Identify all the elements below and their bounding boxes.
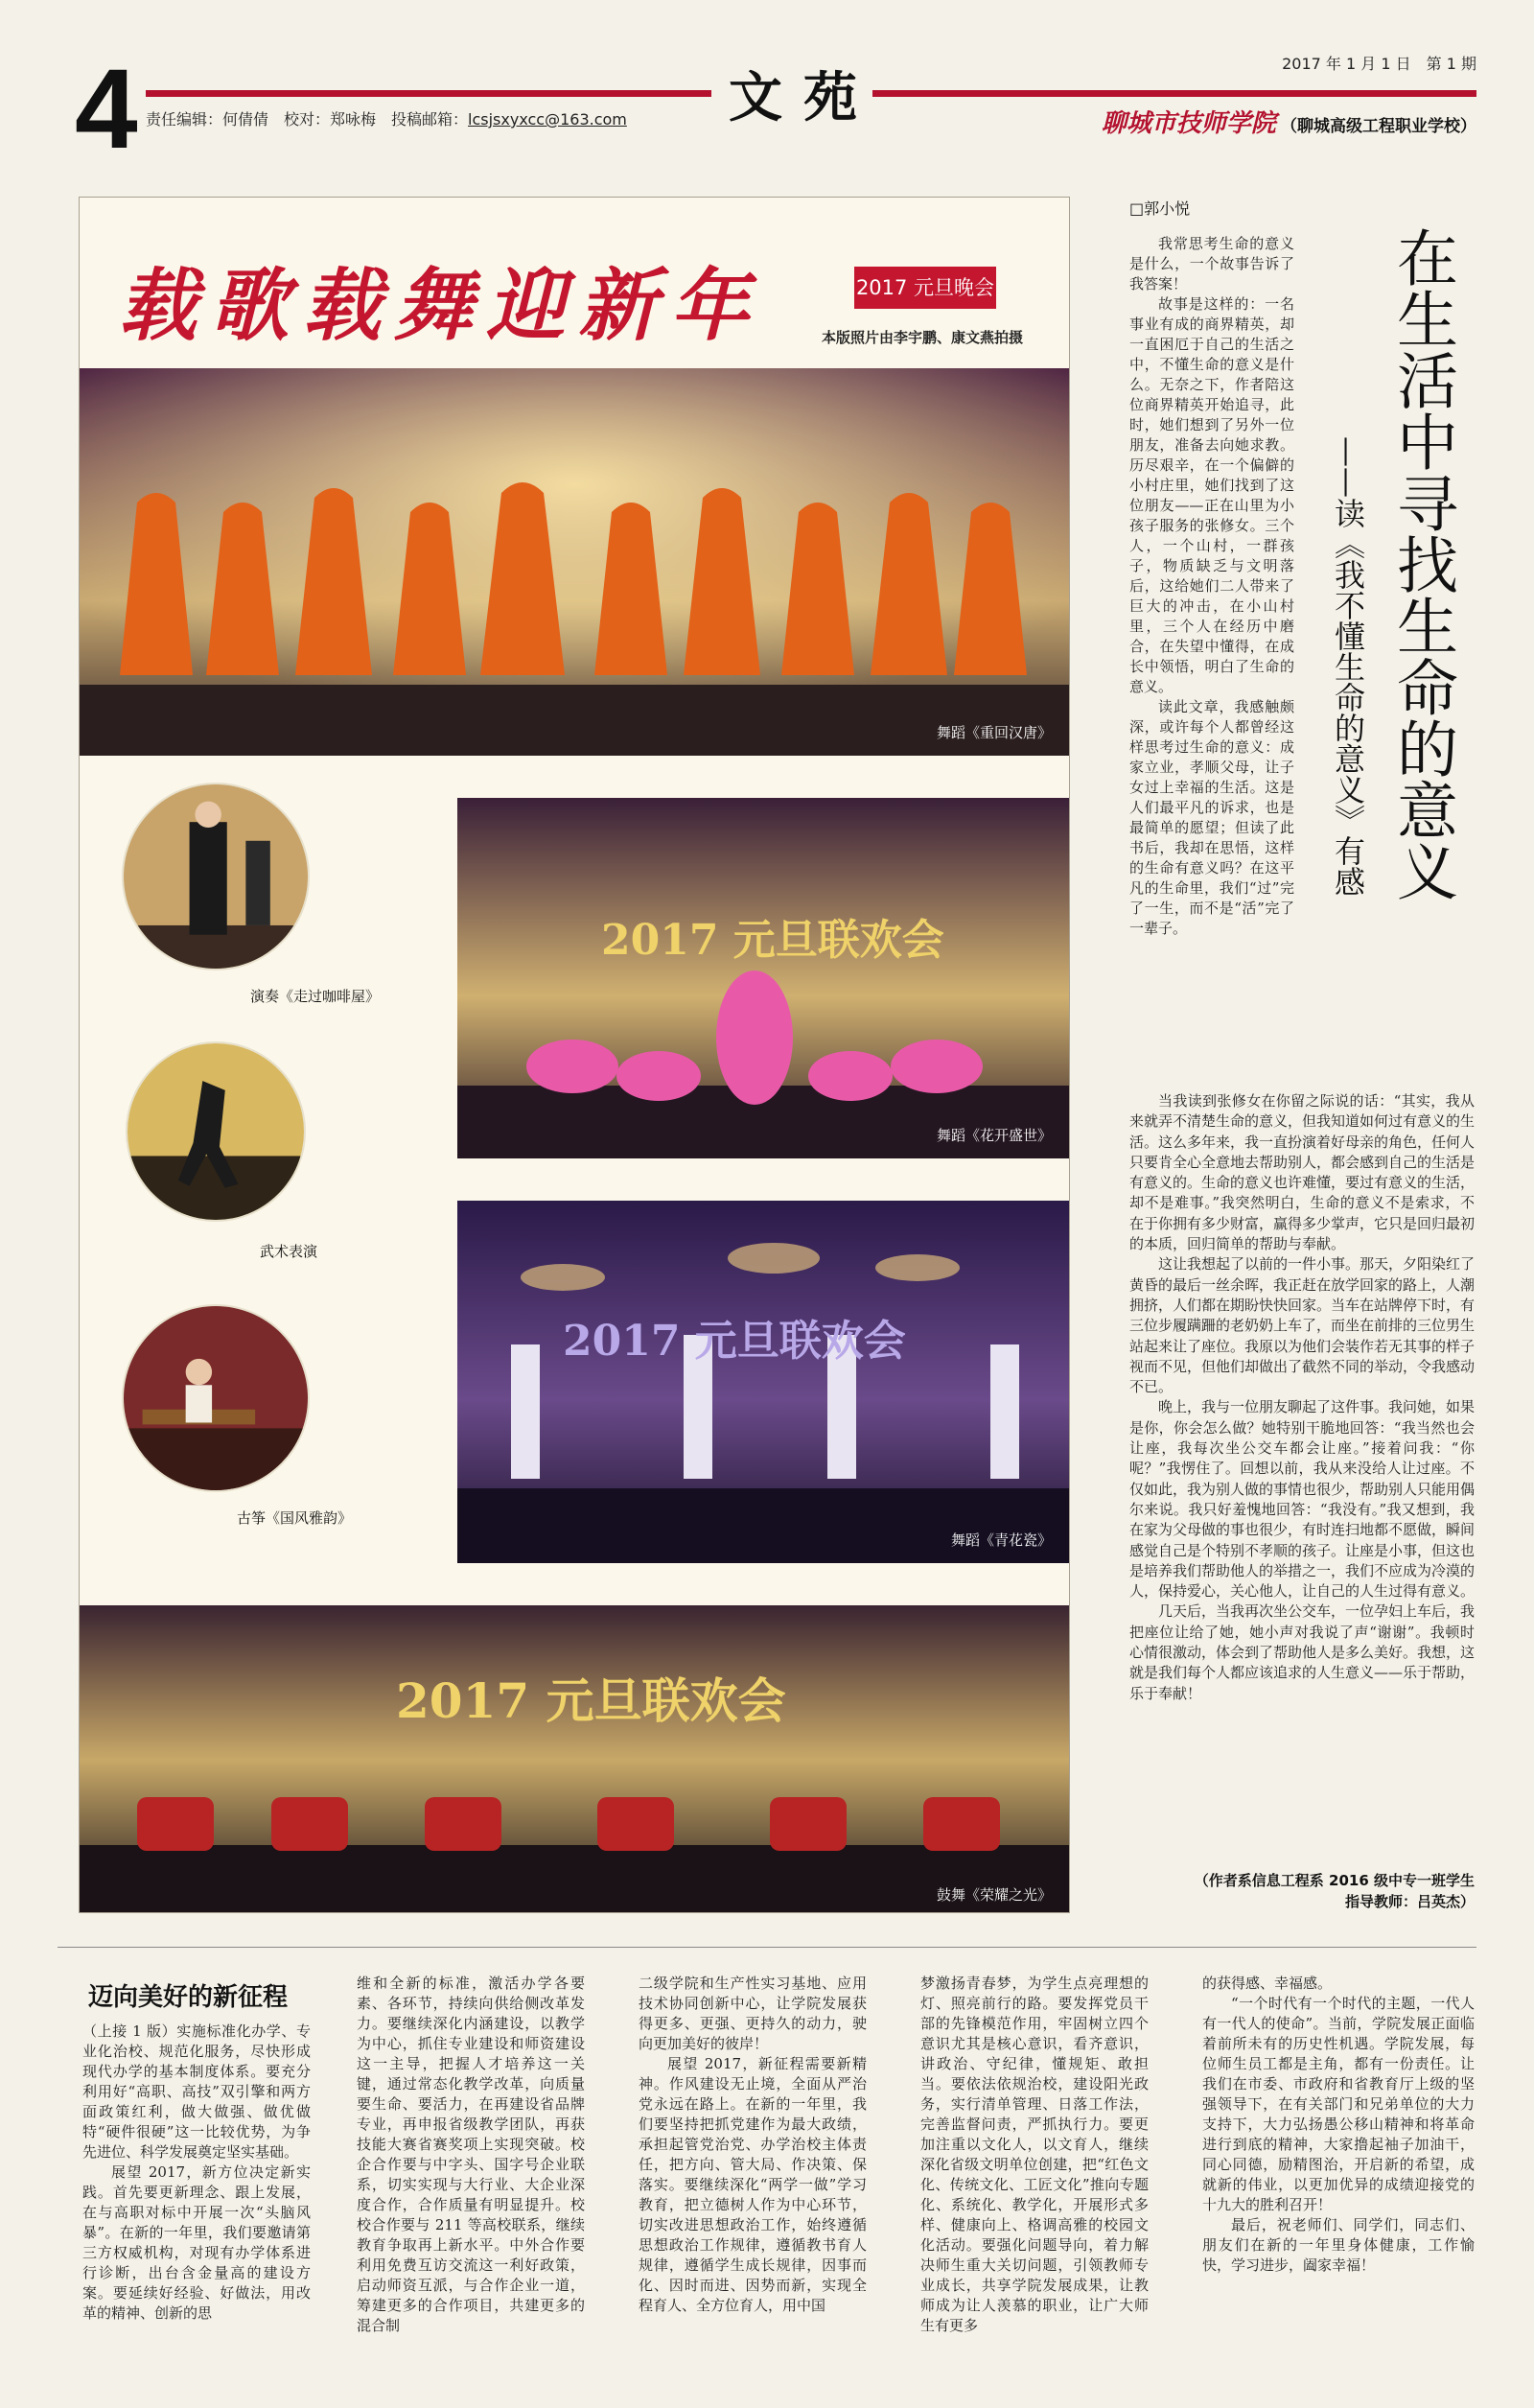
article-column-5 bbox=[1202, 1974, 1475, 2276]
essay-narrow-column bbox=[1129, 234, 1294, 939]
essay-author-note bbox=[1195, 1870, 1475, 1912]
article-paragraph: 梦激扬青春梦，为学生点亮理想的灯、照亮前行的路。要发挥党员干部的先锋模范作用，牢固树立四个意识尤其是核心意识，看齐意识，讲政治、守纪律，懂规矩、敢担当。要依法依规治校，建设阳光政务，实行清单管理、日落工作法，完善监督问责，严抓执行力。要更加注重以文化人，以文育人，继续深化省级文明单位创建，把“红色文化、传统文化、工匠文化”推向专题化、系统化、教学化，开展形式多样、健康向上、格调高雅的校园文化活动。要强化问题导向，着力解决师生重大关切问题，引领教师专业成长，共享学院发展成果，让教师成为让人羡慕的职业，让广大师生有更多 bbox=[920, 1975, 1149, 2334]
caption-han-tang: 舞蹈《重回汉唐》 bbox=[936, 724, 1052, 741]
masthead bbox=[58, 46, 1476, 173]
author-line: （作者系信息工程系 2016 级中专一班学生 bbox=[1194, 1872, 1475, 1889]
article-paragraph: 的获得感、幸福感。 bbox=[1202, 1975, 1333, 1992]
essay-subtitle: ——读《我不懂生命的意义》有感 bbox=[1330, 436, 1366, 897]
school-name: 聊城市技师学院 bbox=[1101, 109, 1276, 138]
page-number: 4 bbox=[75, 46, 138, 173]
stage-banner-text-3: 2017 元旦联欢会 bbox=[563, 1317, 906, 1366]
essay-byline: □郭小悦 bbox=[1129, 199, 1191, 218]
essay-wide-column bbox=[1129, 1091, 1475, 1704]
article-paragraph: 最后，祝老师们、同学们，同志们、朋友们在新的一年里身体健康，工作愉快，学习进步，阖家幸福！ bbox=[1202, 2216, 1475, 2274]
article-paragraph: 二级学院和生产性实习基地、应用技术协同创新中心，让学院发展获得更多、更强、更持久的动力，驶向更加美好的彼岸！ bbox=[639, 1975, 867, 2052]
article-paragraph: 维和全新的标准，激活办学各要素、各环节，持续向供给侧改革发力。要继续深化内涵建设，以教学为中心，抓住专业建设和师资建设这一主导，把握人才培养这一关键，通过常态化教学改革，向质量要生命、要活力，在再建设省品牌专业，再申报省级教学团队，再获技能大赛省赛奖项上实现突破。校企合作要与中字头、国字号企业联系，切实实现与大行业、大企业深度合作，合作质量有明显提升。校校合作要与 211 等高校联系，继续教育争取再上新水平。中外合作要利用免费互访交流这一利好政策，启动师资互派，与合作企业一道，筹建更多的合作项目，共建更多的混合制 bbox=[357, 1975, 585, 2334]
essay-paragraph: 当我读到张修女在你留之际说的话：“其实，我从来就弄不清楚生命的意义，但我知道如何过有意义的生活。这么多年来，我一直扮演着好母亲的角色，任何人只要肯全心全意地去帮助别人，都会感到自己的生活是有意义的。生命的意义也许难懂，要过有意义的生活，却不是难事。”我突然明白，生命的意义不是索求，不在于你拥有多少财富，赢得多少掌声，它只是回归最初的本质，回归简单的帮助与奉献。 bbox=[1129, 1092, 1476, 1253]
submission-email-link[interactable]: lcsjsxyxcc@163.com bbox=[468, 110, 627, 129]
caption-saxophone: 演奏《走过咖啡屋》 bbox=[250, 988, 381, 1005]
issue-date: 2017 年 1 月 1 日 第 1 期 bbox=[1282, 55, 1476, 73]
caption-flower-dance: 舞蹈《花开盛世》 bbox=[936, 1127, 1052, 1144]
article-column-4 bbox=[920, 1974, 1149, 2336]
stage-scene-4 bbox=[80, 1605, 1070, 1913]
article-paragraph: （上接 1 版）实施标准化办学、专业化治校、规范化服务，尽快形成现代办学的基本制度体系。要充分利用好“高职、高技”双引擎和两方面政策红利，做大做强、做优做特“硬件很硬”这一比较优势，为争先进位、科学发展奠定坚实基础。 bbox=[82, 2022, 311, 2161]
photo-flower-dance bbox=[457, 798, 1070, 1158]
photo-panel bbox=[79, 197, 1070, 1913]
photo-credit: 本版照片由李宇鹏、康文燕拍摄 bbox=[822, 329, 1024, 346]
stage-banner-text-2: 2017 元旦联欢会 bbox=[601, 916, 944, 965]
stage-scene-c2 bbox=[128, 1043, 304, 1220]
masthead-rule-right bbox=[872, 90, 1476, 97]
masthead-rule-left bbox=[146, 90, 711, 97]
stage-banner-text-4: 2017 元旦联欢会 bbox=[396, 1672, 786, 1729]
article-column-2 bbox=[357, 1974, 585, 2336]
stage-scene-1 bbox=[80, 368, 1070, 756]
caption-porcelain-dance: 舞蹈《青花瓷》 bbox=[950, 1531, 1052, 1549]
stage-scene-c1 bbox=[124, 784, 308, 969]
article-paragraph: 展望 2017，新方位决定新实践。首先要更新理念、跟上发展，在与高职对标中开展一次“头脑风暴”。在新的一年里，我们要邀请第三方权威机构，对现有办学体系进行诊断，出台含金量高的建设方案。要延续好经验、好做法，用改革的精神、创新的思 bbox=[82, 2163, 311, 2322]
article-paragraph: 展望 2017，新征程需要新精神。作风建设无止境，全面从严治党永远在路上。在新的一年里，我们要坚持把抓党建作为最大政绩，承担起管党治党、办学治校主体责任，把方向、管大局、作决策、保落实。要继续深化“两学一做”学习教育，把立德树人作为中心环节，切实改进思想政治工作，始终遵循思想政治工作规律，遵循教书育人规律，遵循学生成长规律，因事而化、因时而进、因势而新，实现全程育人、全方位育人，用中国 bbox=[639, 2055, 867, 2314]
article-column-1 bbox=[82, 2022, 311, 2367]
essay-paragraph: 读此文章，我感触颇深，或许每个人都曾经这样思考过生命的意义：成家立业，孝顺父母，让子女过上幸福的生活。这是人们最平凡的诉求，也是最简单的愿望；但读了此书后，我却在思悟，这样的生命有意义吗？在这平凡的生命里，我们“过”完了一生，而不是“活”完了一辈子。 bbox=[1129, 698, 1294, 937]
essay-paragraph: 晚上，我与一位朋友聊起了这件事。我问她，如果是你，你会怎么做？她特别干脆地回答：“我当然也会让座，我每次坐公交车都会让座。”接着问我：“你呢？”我愣住了。回想以前，我从来没给人让过座。不仅如此，我为别人做的事情也很少，帮助别人只能用偶尔来说。我只好羞愧地回答：“我没有。”我又想到，我在家为父母做的事也很少，有时连扫地都不愿做，瞬间感觉自己是个特别不孝顺的孩子。让座是小事，但这也是培养我们帮助他人的举措之一，我们不应成为冷漠的人，保持爱心，关心他人，让自己的人生过得有意义。 bbox=[1129, 1398, 1476, 1601]
article-paragraph: “一个时代有一个时代的主题，一代人有一代人的使命”。当前，学院发展正面临着前所未有的历史性机遇。学院发展，每位师生员工都是主角，都有一份责任。让我们在市委、市政府和省教育厅上级的坚强领导下，在有关部门和兄弟单位的大力支持下，大力弘扬愚公移山精神和将革命进行到底的精神，大家撸起袖子加油干，同心同德，励精图治，开启新的希望，成就新的伟业，以更加优异的成绩迎接党的十九大的胜利召开！ bbox=[1202, 1995, 1475, 2213]
school-subname: （聊城高级工程职业学校） bbox=[1281, 117, 1476, 136]
essay-title: 在生活中寻找生命的意义 bbox=[1386, 226, 1457, 901]
caption-drum-dance: 鼓舞《荣耀之光》 bbox=[936, 1886, 1052, 1904]
photo-porcelain-dance bbox=[457, 1201, 1070, 1563]
stage-scene-2 bbox=[457, 798, 1070, 1158]
photo-drum-dance bbox=[80, 1605, 1070, 1913]
essay-paragraph: 这让我想起了以前的一件小事。那天，夕阳染红了黄昏的最后一丝余晖，我正赶在放学回家的路上，人潮拥挤，人们都在期盼快快回家。当车在站牌停下时，有三位步履蹒跚的老奶奶上车了，而坐在前排的三位男生站起来让了座位。我原以为他们会装作若无其事的样子视而不见，但他们却做出了截然不同的举动，令我感动不已。 bbox=[1129, 1255, 1476, 1396]
essay-paragraph: 我常思考生命的意义是什么，一个故事告诉了我答案！ bbox=[1129, 235, 1294, 292]
photo-saxophone-circle bbox=[122, 783, 310, 970]
stage-scene-c3 bbox=[124, 1306, 308, 1490]
caption-martial-arts: 武术表演 bbox=[260, 1243, 318, 1260]
banner-tag: 2017 元旦晚会 bbox=[854, 267, 996, 309]
advisor-line: 指导教师：吕英杰） bbox=[1344, 1893, 1475, 1910]
section-title: 文苑 bbox=[729, 66, 878, 129]
photo-guzheng-circle bbox=[122, 1304, 310, 1492]
editor-line bbox=[146, 107, 627, 129]
editor-credits: 责任编辑：何倩倩 校对：郑咏梅 投稿邮箱： bbox=[146, 110, 469, 129]
essay-paragraph: 几天后，当我再次坐公交车，一位孕妇上车后，我把座位让给了她，她小声对我说了声“谢谢”。我顿时心情很激动，体会到了帮助他人是多么美好。我想，这就是我们每个人都应该追求的人生意义——乐于帮助，乐于奉献！ bbox=[1129, 1602, 1476, 1702]
article-column-3 bbox=[639, 1974, 867, 2316]
photo-martial-arts-circle bbox=[126, 1041, 306, 1222]
stage-scene-3 bbox=[457, 1201, 1070, 1563]
school-name-block bbox=[1102, 104, 1476, 139]
section-divider bbox=[58, 1947, 1476, 1948]
article-title: 迈向美好的新征程 bbox=[88, 1983, 289, 2012]
photo-han-tang-dance bbox=[80, 368, 1070, 756]
essay-paragraph: 故事是这样的：一名事业有成的商界精英，却一直困厄于自己的生活之中，不懂生命的意义是什么。无奈之下，作者陪这位商界精英开始追寻，此时，她们想到了另外一位朋友，准备去向她求教。历尽艰辛，在一个偏僻的小村庄里，她们找到了这位朋友——正在山里为小孩子服务的张修女。三个人，一个山村，一群孩子，物质缺乏与文明落后，这给她们二人带来了巨大的冲击，在小山村里，三个人在经历中磨合，在失望中懂得，在成长中领悟，明白了生命的意义。 bbox=[1129, 295, 1294, 695]
banner-title: 载歌载舞迎新年 bbox=[118, 260, 762, 352]
caption-guzheng: 古筝《国风雅韵》 bbox=[237, 1509, 353, 1527]
